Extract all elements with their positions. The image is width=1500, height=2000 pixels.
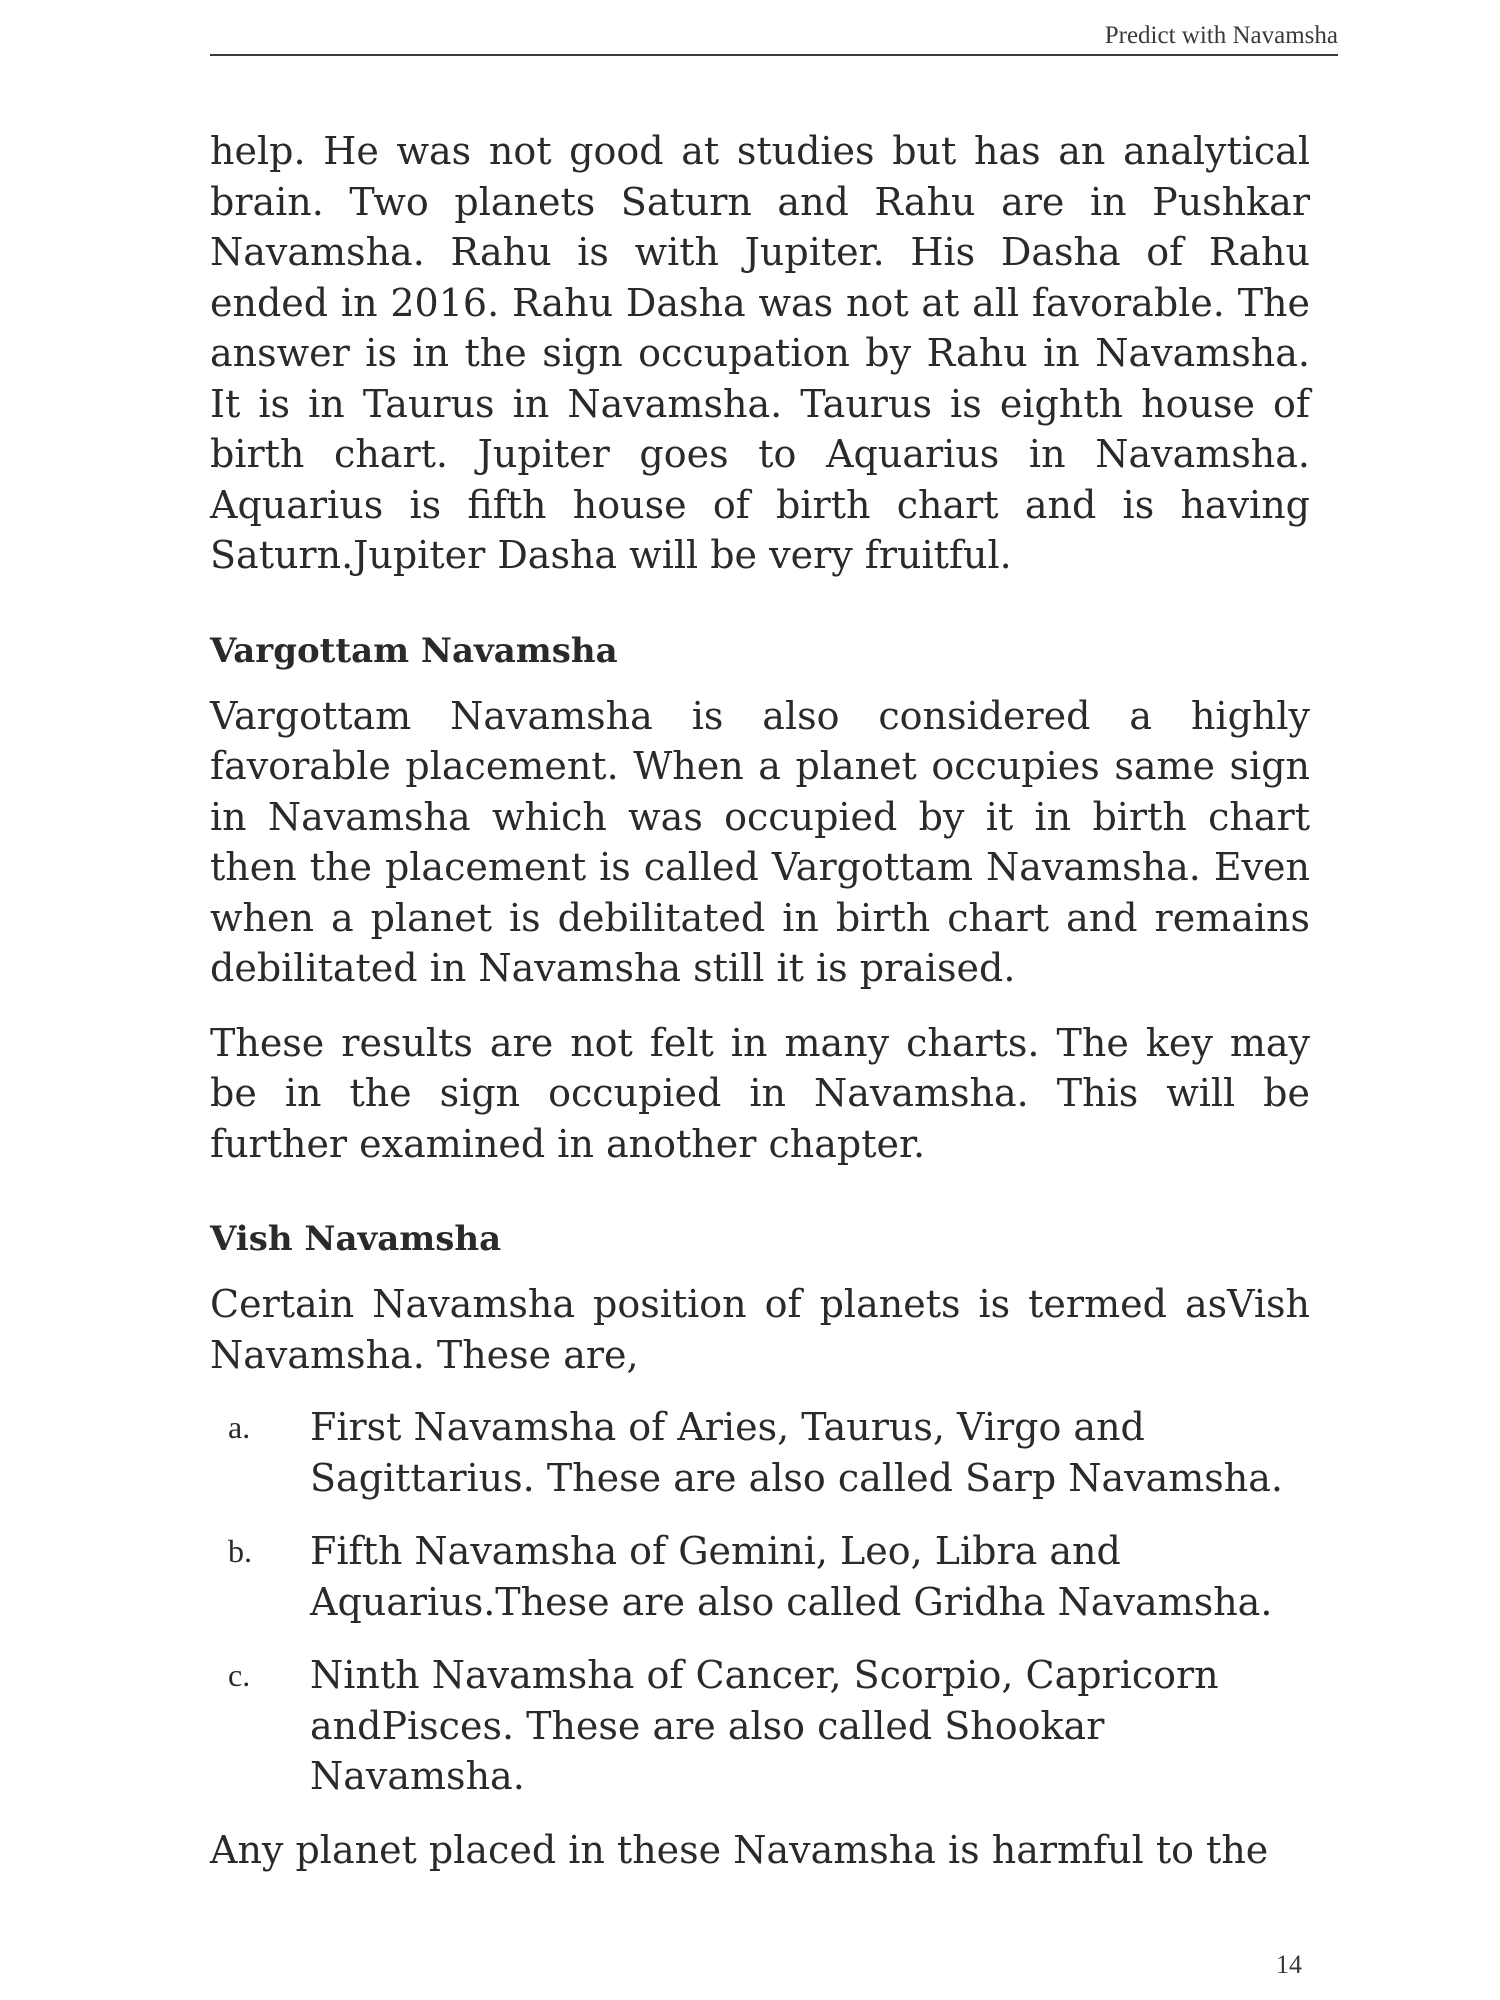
list-item (210, 1650, 1310, 1802)
paragraph-vish-intro: Certain Navamsha position of planets is termed asVish Navamsha. These are, (210, 1282, 1310, 1377)
paragraph-vargottam-definition: Vargottam Navamsha is also considered a highly favorable placement. When a planet occupies same sign in Navamsha which was occupied by it in birth chart then the placement is called Vargottam Navamsha. Even when a planet is debilitated in birth chart and remains debilitated in Navamsha still it is praised. (210, 693, 1310, 990)
list-item-text: Fifth Navamsha of Gemini, Leo, Libra and Aquarius.These are also called Gridha Navamsha. (310, 1529, 1273, 1624)
vish-navamsha-list (210, 1402, 1310, 1802)
list-marker: b. (228, 1533, 252, 1569)
list-item-text: First Navamsha of Aries, Taurus, Virgo and Sagittarius. These are also called Sarp Navamsha. (310, 1405, 1284, 1500)
heading-vish-navamsha: Vish Navamsha (210, 1219, 502, 1259)
paragraph-continuation: help. He was not good at studies but has an analytical brain. Two planets Saturn and Rahu are in Pushkar Navamsha. Rahu is with Jupiter. His Dasha of Rahu ended in 2016. Rahu Dasha was not at all favorable. The answer is in the sign occupation by Rahu in Navamsha. It is in Taurus in Navamsha. Taurus is eighth house of birth chart. Jupiter goes to Aquarius in Navamsha. Aquarius is fifth house of birth chart and is having Saturn.Jupiter Dasha will be very fruitful. (210, 129, 1310, 577)
list-marker: c. (228, 1657, 251, 1693)
list-item (210, 1526, 1310, 1627)
heading-vargottam-navamsha: Vargottam Navamsha (210, 630, 618, 671)
header-divider (210, 54, 1338, 56)
page-number: 14 (1276, 1950, 1302, 1979)
page-content (210, 126, 1310, 1875)
list-marker: a. (228, 1409, 251, 1445)
list-item-text: Ninth Navamsha of Cancer, Scorpio, Capricorn andPisces. These are also called Shookar Navamsha. (310, 1653, 1219, 1798)
list-item (210, 1402, 1310, 1503)
running-head-title: Predict with Navamsha (1104, 22, 1338, 49)
paragraph-vargottam-note: These results are not felt in many charts. The key may be in the sign occupied in Navamsha. This will be further examined in another chapter. (210, 1020, 1310, 1166)
paragraph-vish-closing: Any planet placed in these Navamsha is harmful to the (210, 1827, 1269, 1872)
